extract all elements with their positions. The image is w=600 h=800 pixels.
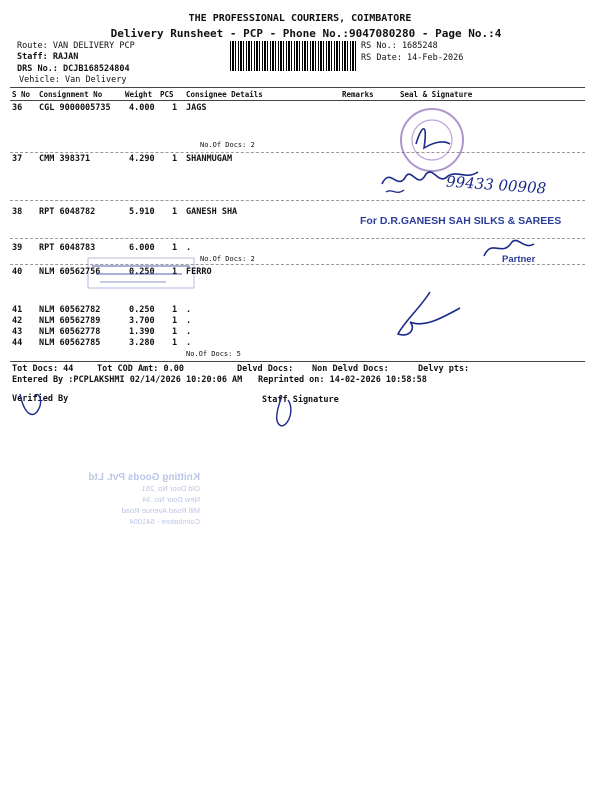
- rs-date: RS Date: 14-Feb-2026: [361, 53, 464, 63]
- col-pcs: PCS: [160, 90, 174, 99]
- header-top-rule: [10, 87, 585, 88]
- col-remarks: Remarks: [342, 90, 374, 99]
- col-seal: Seal & Signature: [400, 90, 473, 99]
- vehicle-label: Vehicle: Van Delivery: [19, 75, 127, 85]
- col-consignee: Consignee Details: [186, 90, 263, 99]
- back-stamp-showthrough: Knitting Goods Pvt. Ltd Old Door No. 261 New Door No. 34 Mill Road Avenue Road Coimbatore - 641004: [88, 472, 200, 526]
- verified-by-label: Verified By: [12, 394, 69, 404]
- col-sno: S No: [12, 90, 31, 99]
- entered-by: Entered By :PCPLAKSHMI 02/14/2026 10:20:06 AM: [12, 375, 243, 385]
- reprinted-on: Reprinted on: 14-02-2026 10:58:58: [258, 375, 427, 385]
- rs-number: RS No.: 1685248: [361, 41, 438, 51]
- header-bottom-rule: [10, 100, 585, 101]
- drs-number: DRS No.: DCJB168524804: [17, 64, 130, 74]
- delivery-points: Delvy pts:: [418, 364, 470, 374]
- barcode-image: [230, 41, 358, 71]
- handwritten-phone: 99433 00908: [445, 172, 547, 198]
- verifier-signature: [14, 388, 50, 424]
- company-stamp: For D.R.GANESH SAH SILKS & SAREES: [360, 215, 562, 227]
- delivery-signature: [390, 288, 470, 348]
- staff-signature-label: Staff Signature: [262, 395, 339, 405]
- col-consignment: Consignment No: [39, 90, 103, 99]
- total-docs: Tot Docs: 44: [12, 364, 74, 374]
- table-bottom-rule: [10, 361, 585, 362]
- faded-stamp-mark: [86, 254, 196, 292]
- delivered-docs: Delvd Docs:: [237, 364, 294, 374]
- company-title: THE PROFESSIONAL COURIERS, COIMBATORE: [188, 13, 412, 24]
- runsheet-subtitle: Delivery Runsheet - PCP - Phone No.:9047080280 - Page No.:4: [110, 27, 502, 40]
- staff-signature: [268, 394, 304, 430]
- total-cod: Tot COD Amt: 0.00: [97, 364, 184, 374]
- route-label: Route: VAN DELIVERY PCP: [17, 41, 135, 51]
- staff-label: Staff: RAJAN: [17, 52, 79, 62]
- col-weight: Weight: [125, 90, 153, 99]
- partner-label: Partner: [502, 254, 536, 265]
- non-delivered-docs: Non Delvd Docs:: [312, 364, 389, 374]
